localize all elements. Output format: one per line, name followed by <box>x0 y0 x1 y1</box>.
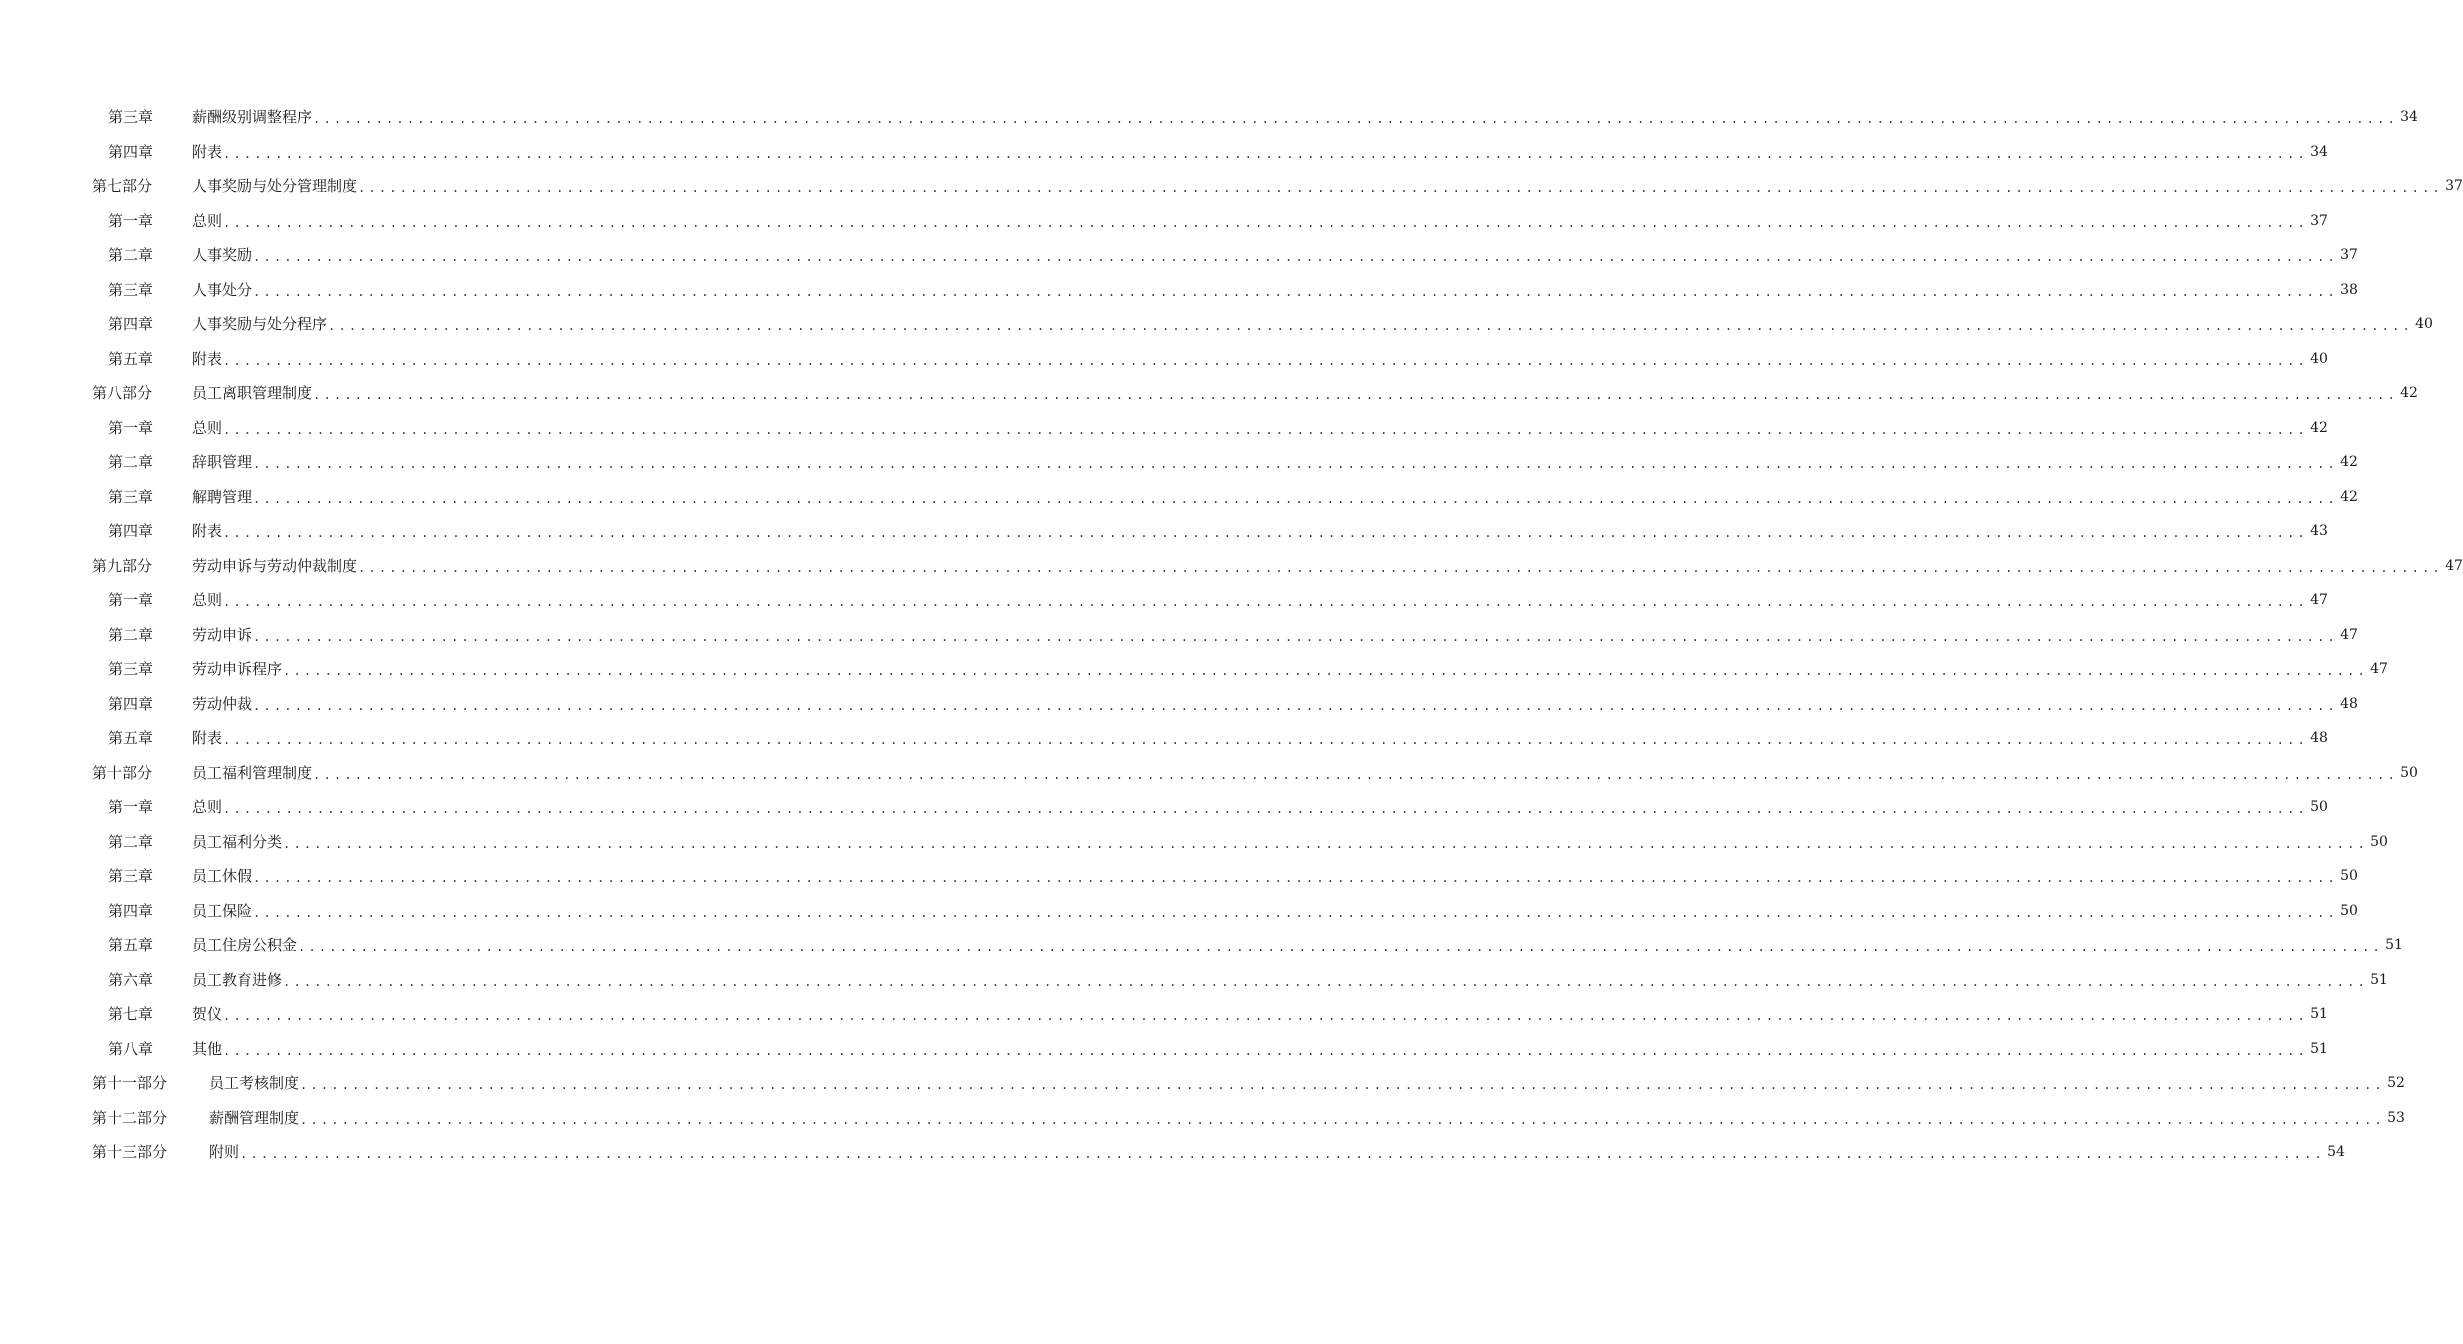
toc-entry-title: 附表 <box>192 349 223 368</box>
toc-chapter-row[interactable] <box>0 514 2328 549</box>
dot-leader: ........................................................................................................................................................................................................ <box>223 526 2308 541</box>
toc-entry[interactable] <box>192 625 2358 645</box>
toc-entry-title: 人事奖励与处分管理制度 <box>192 177 358 196</box>
toc-chapter-row[interactable] <box>0 652 2388 687</box>
toc-entry[interactable] <box>192 314 2433 334</box>
toc-chapter-row[interactable] <box>0 135 2328 170</box>
toc-entry-label: 第四章 <box>108 522 154 541</box>
toc-page-number: 47 <box>2310 592 2328 609</box>
toc-entry-title: 总则 <box>192 798 223 817</box>
toc-entry-label: 第一章 <box>108 591 154 610</box>
toc-page-number: 42 <box>2340 488 2358 505</box>
dot-leader: ........................................................................................................................................................................................................ <box>328 319 2413 334</box>
toc-entry-title: 员工住房公积金 <box>192 936 298 955</box>
toc-entry[interactable] <box>192 797 2328 817</box>
toc-chapter-row[interactable] <box>0 445 2358 480</box>
toc-entry-label: 第一章 <box>108 211 154 230</box>
toc-page-number: 53 <box>2387 1109 2405 1126</box>
toc-entry-label: 第八部分 <box>92 384 153 403</box>
toc-entry[interactable] <box>192 901 2358 921</box>
toc-page-number: 34 <box>2400 109 2418 126</box>
toc-entry-label: 第十部分 <box>92 763 153 782</box>
toc-page-number: 51 <box>2310 1006 2328 1023</box>
toc-entry[interactable] <box>192 452 2358 472</box>
toc-page-number: 51 <box>2370 971 2388 988</box>
toc-entry-label: 第七章 <box>108 1005 154 1024</box>
toc-page-number: 54 <box>2327 1144 2345 1161</box>
toc-entry-title: 员工福利管理制度 <box>192 763 313 782</box>
toc-entry-label: 第三章 <box>108 280 154 299</box>
dot-leader: ........................................................................................................................................................................................................ <box>253 905 2338 920</box>
dot-leader: ........................................................................................................................................................................................................ <box>253 871 2338 886</box>
dot-leader: ........................................................................................................................................................................................................ <box>223 595 2308 610</box>
dot-leader: ........................................................................................................................................................................................................ <box>283 836 2368 851</box>
toc-entry-title: 人事处分 <box>192 280 253 299</box>
toc-entry-title: 劳动申诉 <box>192 625 253 644</box>
dot-leader: ........................................................................................................................................................................................................ <box>223 802 2308 817</box>
toc-chapter-row[interactable] <box>0 273 2358 308</box>
toc-entry-label: 第四章 <box>108 901 154 920</box>
toc-entry[interactable] <box>192 1039 2328 1059</box>
toc-entry-title: 薪酬管理制度 <box>209 1108 300 1127</box>
toc-entry-title: 员工保险 <box>192 901 253 920</box>
toc-entry[interactable] <box>192 383 2418 403</box>
dot-leader: ........................................................................................................................................................................................................ <box>300 1078 2385 1093</box>
toc-page-number: 51 <box>2310 1040 2328 1057</box>
toc-chapter-row[interactable] <box>0 480 2358 515</box>
toc-chapter-row[interactable] <box>0 687 2358 722</box>
toc-entry-title: 总则 <box>192 591 223 610</box>
toc-entry-label: 第五章 <box>108 729 154 748</box>
toc-page-number: 42 <box>2400 385 2418 402</box>
toc-part-row[interactable] <box>0 1135 2345 1170</box>
toc-page-number: 51 <box>2385 937 2403 954</box>
toc-entry-title: 附表 <box>192 522 223 541</box>
toc-chapter-row[interactable] <box>0 100 2418 135</box>
toc-page-number: 48 <box>2340 695 2358 712</box>
toc-part-row[interactable] <box>0 376 2418 411</box>
toc-part-row[interactable] <box>0 169 2463 204</box>
dot-leader: ........................................................................................................................................................................................................ <box>223 1043 2308 1058</box>
dot-leader: ........................................................................................................................................................................................................ <box>253 698 2338 713</box>
toc-entry[interactable] <box>192 763 2418 783</box>
dot-leader: ........................................................................................................................................................................................................ <box>223 422 2308 437</box>
toc-entry-label: 第九部分 <box>92 556 153 575</box>
toc-page-number: 47 <box>2445 557 2463 574</box>
dot-leader: ........................................................................................................................................................................................................ <box>298 940 2383 955</box>
toc-entry-title: 员工离职管理制度 <box>192 384 313 403</box>
toc-entry[interactable] <box>192 487 2358 507</box>
dot-leader: ........................................................................................................................................................................................................ <box>223 1009 2308 1024</box>
toc-entry-label: 第五章 <box>108 936 154 955</box>
toc-entry-label: 第四章 <box>108 142 154 161</box>
toc-page-number: 50 <box>2340 868 2358 885</box>
toc-entry-label: 第四章 <box>108 315 154 334</box>
toc-chapter-row[interactable] <box>0 997 2328 1032</box>
dot-leader: ........................................................................................................................................................................................................ <box>253 284 2338 299</box>
toc-entry[interactable] <box>192 142 2328 162</box>
dot-leader: ........................................................................................................................................................................................................ <box>253 491 2338 506</box>
toc-chapter-row[interactable] <box>0 859 2358 894</box>
toc-entry[interactable] <box>209 1142 2345 1162</box>
toc-entry-title: 总则 <box>192 418 223 437</box>
toc-page-number: 37 <box>2310 212 2328 229</box>
dot-leader: ........................................................................................................................................................................................................ <box>240 1147 2325 1162</box>
toc-entry-title: 贺仪 <box>192 1005 223 1024</box>
dot-leader: ........................................................................................................................................................................................................ <box>313 112 2398 127</box>
toc-chapter-row[interactable] <box>0 204 2328 239</box>
toc-entry-label: 第一章 <box>108 798 154 817</box>
dot-leader: ........................................................................................................................................................................................................ <box>223 215 2308 230</box>
toc-entry-label: 第四章 <box>108 694 154 713</box>
toc-entry[interactable] <box>192 970 2388 990</box>
toc-page-number: 40 <box>2415 316 2433 333</box>
toc-entry-title: 人事奖励 <box>192 246 253 265</box>
toc-entry-title: 劳动申诉与劳动仲裁制度 <box>192 556 358 575</box>
toc-entry[interactable] <box>209 1108 2405 1128</box>
dot-leader: ........................................................................................................................................................................................................ <box>358 181 2443 196</box>
dot-leader: ........................................................................................................................................................................................................ <box>283 974 2368 989</box>
toc-entry-label: 第六章 <box>108 970 154 989</box>
dot-leader: ........................................................................................................................................................................................................ <box>253 629 2338 644</box>
toc-page-number: 52 <box>2387 1075 2405 1092</box>
toc-chapter-row[interactable] <box>0 963 2388 998</box>
toc-page-number: 42 <box>2310 419 2328 436</box>
toc-chapter-row[interactable] <box>0 928 2403 963</box>
toc-entry-label: 第十三部分 <box>92 1143 168 1162</box>
toc-entry-label: 第一章 <box>108 418 154 437</box>
dot-leader: ........................................................................................................................................................................................................ <box>223 353 2308 368</box>
dot-leader: ........................................................................................................................................................................................................ <box>253 457 2338 472</box>
toc-chapter-row[interactable] <box>0 825 2388 860</box>
toc-page-number: 37 <box>2340 247 2358 264</box>
toc-page-number: 42 <box>2340 454 2358 471</box>
toc-entry-title: 附表 <box>192 729 223 748</box>
toc-entry[interactable] <box>209 1073 2405 1093</box>
toc-entry-title: 薪酬级别调整程序 <box>192 108 313 127</box>
toc-entry-label: 第五章 <box>108 349 154 368</box>
toc-entry[interactable] <box>192 280 2358 300</box>
toc-entry-title: 总则 <box>192 211 223 230</box>
toc-entry[interactable] <box>192 107 2418 127</box>
toc-entry[interactable] <box>192 590 2328 610</box>
toc-page-number: 50 <box>2340 902 2358 919</box>
toc-entry-title: 辞职管理 <box>192 453 253 472</box>
toc-entry-title: 附表 <box>192 142 223 161</box>
toc-page-number: 47 <box>2370 661 2388 678</box>
toc-entry[interactable] <box>192 728 2328 748</box>
toc-page-number: 34 <box>2310 143 2328 160</box>
toc-entry-label: 第十一部分 <box>92 1074 168 1093</box>
toc-entry-label: 第二章 <box>108 625 154 644</box>
toc-chapter-row[interactable] <box>0 1032 2328 1067</box>
toc-entry-label: 第七部分 <box>92 177 153 196</box>
toc-entry-title: 劳动申诉程序 <box>192 660 283 679</box>
toc-entry-title: 劳动仲裁 <box>192 694 253 713</box>
toc-entry-title: 人事奖励与处分程序 <box>192 315 328 334</box>
toc-entry-label: 第八章 <box>108 1039 154 1058</box>
toc-part-row[interactable] <box>0 756 2418 791</box>
toc-chapter-row[interactable] <box>0 721 2328 756</box>
toc-entry[interactable] <box>192 418 2328 438</box>
toc-entry-label: 第二章 <box>108 246 154 265</box>
toc-entry-title: 员工福利分类 <box>192 832 283 851</box>
toc-page-number: 50 <box>2400 764 2418 781</box>
toc-entry-label: 第二章 <box>108 832 154 851</box>
toc-chapter-row[interactable] <box>0 238 2358 273</box>
toc-part-row[interactable] <box>0 1101 2405 1136</box>
toc-entry[interactable] <box>192 176 2463 196</box>
dot-leader: ........................................................................................................................................................................................................ <box>223 733 2308 748</box>
toc-entry-label: 第二章 <box>108 453 154 472</box>
toc-chapter-row[interactable] <box>0 583 2328 618</box>
toc-entry[interactable] <box>192 556 2463 576</box>
toc-entry-title: 解聘管理 <box>192 487 253 506</box>
toc-entry-label: 第三章 <box>108 487 154 506</box>
dot-leader: ........................................................................................................................................................................................................ <box>313 388 2398 403</box>
dot-leader: ........................................................................................................................................................................................................ <box>253 250 2338 265</box>
toc-chapter-row[interactable] <box>0 411 2328 446</box>
toc-entry[interactable] <box>192 521 2328 541</box>
toc-entry[interactable] <box>192 694 2358 714</box>
toc-chapter-row[interactable] <box>0 618 2358 653</box>
toc-entry[interactable] <box>192 349 2328 369</box>
toc-part-row[interactable] <box>0 1066 2405 1101</box>
toc-page-number: 50 <box>2310 799 2328 816</box>
toc-entry[interactable] <box>192 245 2358 265</box>
dot-leader: ........................................................................................................................................................................................................ <box>283 664 2368 679</box>
table-of-contents <box>0 100 2463 1170</box>
toc-entry[interactable] <box>192 832 2388 852</box>
toc-page-number: 43 <box>2310 523 2328 540</box>
dot-leader: ........................................................................................................................................................................................................ <box>223 146 2308 161</box>
toc-chapter-row[interactable] <box>0 342 2328 377</box>
toc-chapter-row[interactable] <box>0 894 2358 929</box>
toc-entry-label: 第三章 <box>108 108 154 127</box>
dot-leader: ........................................................................................................................................................................................................ <box>300 1112 2385 1127</box>
toc-entry-title: 附则 <box>209 1143 240 1162</box>
toc-entry[interactable] <box>192 866 2358 886</box>
toc-page-number: 38 <box>2340 281 2358 298</box>
toc-entry-title: 其他 <box>192 1039 223 1058</box>
toc-page-number: 48 <box>2310 730 2328 747</box>
toc-part-row[interactable] <box>0 549 2463 584</box>
toc-entry-label: 第三章 <box>108 867 154 886</box>
toc-entry[interactable] <box>192 211 2328 231</box>
toc-page-number: 37 <box>2445 178 2463 195</box>
dot-leader: ........................................................................................................................................................................................................ <box>313 767 2398 782</box>
toc-entry[interactable] <box>192 1004 2328 1024</box>
toc-chapter-row[interactable] <box>0 790 2328 825</box>
toc-page-number: 47 <box>2340 626 2358 643</box>
toc-page-number: 50 <box>2370 833 2388 850</box>
toc-page-number: 40 <box>2310 350 2328 367</box>
toc-entry-title: 员工考核制度 <box>209 1074 300 1093</box>
toc-entry[interactable] <box>192 935 2403 955</box>
toc-entry-label: 第十二部分 <box>92 1108 168 1127</box>
toc-entry-label: 第三章 <box>108 660 154 679</box>
dot-leader: ........................................................................................................................................................................................................ <box>358 560 2443 575</box>
toc-chapter-row[interactable] <box>0 307 2433 342</box>
toc-entry-title: 员工休假 <box>192 867 253 886</box>
toc-entry[interactable] <box>192 659 2388 679</box>
toc-entry-title: 员工教育进修 <box>192 970 283 989</box>
